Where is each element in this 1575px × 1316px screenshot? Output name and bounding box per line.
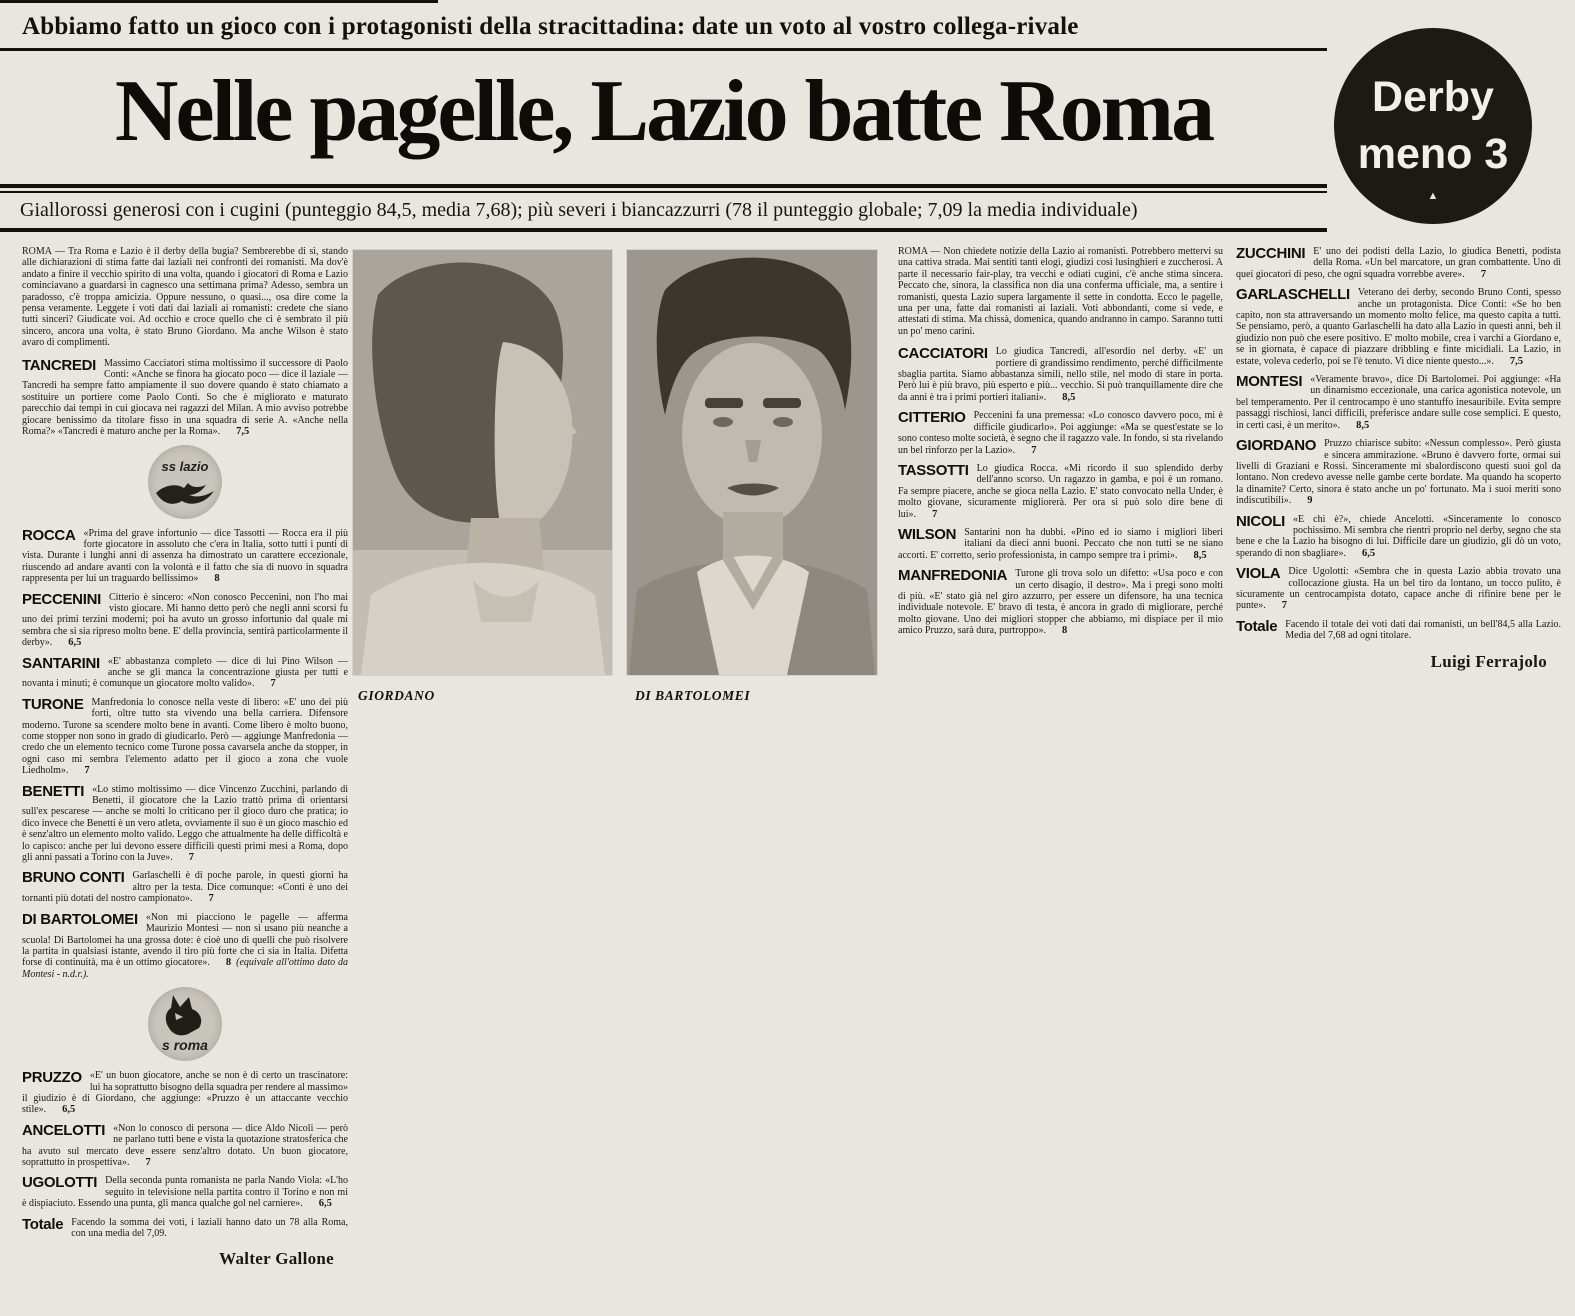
- player-rating: 7: [208, 893, 214, 905]
- player-section: [22, 358, 348, 438]
- roma-badge-label: s roma: [162, 1037, 208, 1054]
- player-name: NICOLI: [1236, 512, 1286, 530]
- player-rating: 6,5: [1361, 547, 1376, 559]
- player-comment: Lo giudica Rocca. «Mi ricordo il suo splendido derby dell'anno scorso. Un ragazzo in gamba, e poi è un romano. Fa sempre piacere, anche se gioca nella Lazio. E' stato convocato nella Under, è molto giovane, sicuramente migliorerà. Per ora si può solo dire bene di lui».: [898, 462, 1223, 520]
- player-section: [1236, 438, 1561, 506]
- player-comment: Peccenini fa una premessa: «Lo conosco davvero poco, mi è difficile giudicarlo». Poi aggiunge: «Ma se quest'estate se lo sono conteso molte società, è segno che il ragazzo vale. In fondo, si sta rivelando un bel rinforzo per la Lazio».: [898, 410, 1223, 456]
- player-rating: 7: [84, 765, 90, 777]
- player-comment: Pruzzo chiarisce subito: «Nessun complesso». Però giusta e sincera ammirazione. «Bruno è davvero forte, ormai sui livelli di Graziani e Rossi. Sinceramente mi sbalordiscono questi suoi gol da lontano. Non credevo avesse nelle gambe certe bordate. Ma quando ha scoperto la dinamite? Certo, sinora è stato anche un po' fortunato. Ma i suoi meriti sono indiscutibili».: [1236, 438, 1561, 507]
- player-name: CACCIATORI: [898, 345, 988, 363]
- totale-label: Totale: [1236, 617, 1278, 635]
- player-name: PECCENINI: [22, 590, 101, 608]
- player-name: MANFREDONIA: [898, 567, 1008, 585]
- player-section: [22, 1175, 348, 1209]
- giordano-caption: GIORDANO: [358, 688, 435, 703]
- player-rating: 6,5: [68, 637, 82, 649]
- player-name: VIOLA: [1236, 565, 1281, 583]
- player-comment: E' uno dei podisti della Lazio, lo giudica Benetti, podista della Roma. «Un bel marcatore, un gran combattente. Uno di quei giocatori di peso, che ogni squadra vorrebbe avere».: [1236, 246, 1561, 280]
- player-rating: 8,5: [1356, 419, 1370, 431]
- player-name: CITTERIO: [898, 409, 966, 427]
- player-name: BENETTI: [22, 782, 85, 800]
- player-name: PRUZZO: [22, 1069, 82, 1087]
- player-section: [898, 568, 1223, 636]
- player-comment: «E' un buon giocatore, anche se non è di certo un trascinatore: lui ha soprattutto bisogno della squadra per rendere al massimo» il giudizio è di Giordano, che aggiunge: «Pruzzo è un attaccante vecchio stile».: [22, 1070, 348, 1116]
- player-rating: 7: [1480, 268, 1487, 280]
- lazio-badge-label: ss lazio: [161, 458, 209, 474]
- player-section: [898, 346, 1223, 403]
- player-rating: 7: [145, 1156, 151, 1168]
- caret-icon: ▲: [1427, 190, 1439, 202]
- wolf-icon: [161, 993, 209, 1037]
- player-name: GIORDANO: [1236, 437, 1317, 455]
- player-name: ZUCCHINI: [1236, 245, 1306, 262]
- player-rating: 8,5: [1062, 391, 1076, 403]
- player-comment: Dice Ugolotti: «Sembra che in questa Lazio abbia trovato una collocazione giusta. Ha un bel tiro da lontano, un tocco pulito, è sicuramente un centrocampista dotato, capace anche di rifinire bene per le punte».: [1236, 566, 1561, 612]
- column-roma-votes-1: [898, 246, 1223, 644]
- derby-badge-line2: meno 3: [1357, 130, 1509, 178]
- player-name: MONTESI: [1236, 373, 1303, 391]
- player-section: [22, 656, 348, 690]
- player-section: [1236, 287, 1561, 367]
- player-rating: 9: [1307, 495, 1313, 507]
- subhead: Giallorossi generosi con i cugini (punteggio 84,5, media 7,68); più severi i biancazzurri (78 il punteggio globale; 7,09 la media individuale): [20, 199, 1138, 221]
- player-comment: Citterio è sincero: «Non conosco Peccenini, non l'ho mai visto giocare. Mi hanno detto però che negli anni scorsi fu uno dei primi terzini moderni; poi ha avuto un grosso infortunio dal quale mi sembra che si sia ripreso molto bene. E' della provincia, sentirà particolarmente il derby».: [22, 591, 348, 649]
- player-section: [22, 1070, 348, 1116]
- player-section: [1236, 514, 1561, 560]
- derby-badge-line1: Derby: [1372, 73, 1494, 121]
- player-comment: Massimo Cacciatori stima moltissimo il successore di Paolo Conti: «Anche se finora ha giocato poco — dice il laziale — Tancredi ha sempre fatto ampiamente il suo dovere quando è stato chiamato a sostituire un portiere come Paolo Conti. So che è migliorato e maturato parecchio dai tempi in cui giocava nei ragazzi del Milan. A mio avviso potrebbe giocare benissimo da titolare fisso in una squadra di serie A. «Anche nella Roma?» «Tancredi è maturo anche per la Roma».: [22, 357, 348, 438]
- photo-block: [352, 250, 889, 720]
- player-comment: «Non mi piacciono le pagelle — afferma Maurizio Montesi — non si usano più neanche a scuola! Di Bartolomei ha una grossa dote: è cioè uno di quelli che può risolvere la partita in qualsiasi istante, avendo il tiro più forte che ci sia in Italia. Difetta forse di continuità, ma è un ottimo giocatore».: [22, 911, 348, 969]
- di-bartolomei-caption: DI BARTOLOMEI: [635, 688, 751, 703]
- player-comment: «Lo stimo moltissimo — dice Vincenzo Zucchini, parlando di Benetti, il giocatore che la Lazio trattò prima di orientarsi sull'ex pescarese — anche se molti lo criticano per il gioco duro che pratica; io dico invece che Benetti è un vero atleta, ovviamente il suo è un gioco maschio ed è senz'altro un elemento molto valido. Leggo che attualmente ha delle difficoltà e lo capisco: anche per lui devono essere difficili questi primi mesi a Roma, dopo gli anni passati a Torino con la Juve».: [22, 783, 348, 864]
- player-rating: 7,5: [1509, 355, 1524, 367]
- column-roma-votes-2: [1236, 246, 1561, 672]
- player-rating: 7,5: [236, 426, 250, 438]
- column-lazio-votes: [22, 246, 348, 1269]
- player-rating: 8: [1062, 625, 1068, 637]
- player-rating: 8: [225, 957, 232, 969]
- player-rating: 7: [932, 508, 938, 520]
- totale-section: [22, 1217, 348, 1240]
- player-comment: Della seconda punta romanista ne parla Nando Viola: «L'ho seguito in televisione nella partita contro il Torino e non mi è dispiaciuto. Essendo una punta, gli manca qualche gol nel carniere».: [22, 1175, 348, 1210]
- player-rating: 7: [270, 678, 276, 690]
- player-name: DI BARTOLOMEI: [22, 910, 138, 928]
- player-section: [22, 592, 348, 649]
- derby-countdown-badge: [1334, 28, 1532, 224]
- player-rating: 6,5: [318, 1198, 332, 1210]
- player-name: TASSOTTI: [898, 461, 969, 479]
- player-section: [1236, 246, 1561, 280]
- player-section: [22, 912, 348, 980]
- player-comment: Santarini non ha dubbi. «Pino ed io siamo i migliori liberi italiani da dieci anni buoni. Peccato che non tutti se ne siano accorti. E' corretto, serio professionista, in campo sempre tra i primi».: [898, 526, 1223, 561]
- player-name: ROCCA: [22, 526, 76, 544]
- totale-label: Totale: [22, 1215, 64, 1233]
- di-bartolomei-photo: [627, 250, 877, 675]
- kicker: Abbiamo fatto un gioco con i protagonisti della stracittadina: date un voto al vostro collega-rivale: [22, 13, 1079, 40]
- giordano-photo: [353, 250, 612, 675]
- player-name: WILSON: [898, 525, 957, 543]
- player-name: ANCELOTTI: [22, 1121, 106, 1139]
- player-section: [1236, 566, 1561, 612]
- player-rating: 7: [188, 852, 195, 864]
- player-comment: «Veramente bravo», dice Di Bartolomei. Poi aggiunge: «Ha un dinamismo eccezionale, una carica agonistica notevole, un bel temperamento. Per il centrocampo è uno stantuffo inesauribile. Evita sempre passaggi rischiosi, lanci difficili, preferisce andare sulle cose semplici. E questo, in certi casi, è un merito».: [1236, 374, 1561, 431]
- player-rating: 7: [1031, 444, 1037, 456]
- as-roma-badge: [148, 987, 222, 1061]
- player-comment: Lo giudica Tancredi, all'esordio nel derby. «E' un portiere di grandissimo rendimento, perché difficilmente sbaglia partita. Siamo abbastanza simili, nello stile, nel modo di stare in porta. Però lui è più bravo, più esperto e più... vecchio. Si può tranquillamente dire che da anni è tra i primi portieri italiani».: [898, 346, 1223, 403]
- totale-section: [1236, 619, 1561, 642]
- author-signature: Luigi Ferrajolo: [1430, 651, 1547, 671]
- totale-text: Facendo il totale dei voti dati dai romanisti, un bell'84,5 alla Lazio. Media del 7,68 ad ogni titolare.: [1285, 618, 1561, 642]
- player-name: SANTARINI: [22, 654, 100, 672]
- player-name: GARLASCHELLI: [1236, 286, 1350, 304]
- player-comment: «E chi è?», chiede Ancelotti. «Sinceramente lo conosco pochissimo. Mi sembra che rientri proprio nel derby, segno che sta bene e che la Lazio ha bisogno di lui. Difficile dare un giudizio, gli dò un voto, sperando di non sbagliare».: [1236, 513, 1561, 559]
- player-comment: «Non lo conosco di persona — dice Aldo Nicoli — però ne parlano tutti bene e vista la quotazione stratosferica che ha avuto sul mercato deve essere senz'altro dotato. Un buon giocatore, soprattutto in prospettiva».: [22, 1122, 348, 1168]
- subhead-rule: [0, 228, 1327, 232]
- player-rating: 7: [1281, 600, 1287, 612]
- intro-paragraph: ROMA — Tra Roma e Lazio è il derby della bugia? Sembrerebbe di sì, stando alle dichiarazioni di stima fatte dai laziali nei confronti dei romanisti. Ma dov'è andato a finire il vecchio spirito di una volta, quando i giocatori di Roma e Lazio cominciavano a guardarsi in cagnesco una settimana prima? Adesso, sembra un paradosso, c'è troppa amicizia. Oppure nessuno, o quasi..., osa dire come la pensa veramente. Leggete i voti dati dai laziali ai romanisti: credete che siano tutti sinceri? Giudicate voi. Ad occhio e croce quello che ci è sembrato il più sincero, ancora una volta, è stato Bruno Giordano. Ma anche Wilson è stato avaro di complimenti.: [22, 246, 348, 349]
- player-section: [22, 784, 348, 864]
- player-rating: 8: [214, 573, 220, 585]
- kicker-rule: [0, 48, 1327, 51]
- player-section: [22, 870, 348, 904]
- player-name: TURONE: [22, 695, 84, 713]
- headline: Nelle pagelle, Lazio batte Roma: [114, 63, 1213, 160]
- player-comment: «Prima del grave infortunio — dice Tassotti — Rocca era il più forte giocatore in assoluto che c'era in Italia, sotto tutti i punti di vista. Durante i lunghi anni di assenza ha dimostrato un carattere eccezionale, riuscendo ad andare avanti con la volontà e il fatto che sia di nuovo in squadra rappresenta per lui un traguardo bellissimo»: [22, 527, 348, 585]
- player-comment: Manfredonia lo conosce nella veste di libero: «E' uno dei più forti, oltre tutto sta vivendo una bella carriera. Difensore moderno. Turone sa scendere molto bene in avanti. Come libero è molto buono, come stopper non sono in grado di giudicarlo. Però — aggiunge Manfredonia — credo che un elemento tecnico come Turone possa cavarsela anche da stopper, in ogni caso mi sembra l'elemento adatto per il gioco a zona che vuole Liedholm».: [22, 696, 348, 777]
- player-section: [22, 1123, 348, 1169]
- player-section: [898, 410, 1223, 456]
- player-comment: Turone gli trova solo un difetto: «Usa poco e con un certo disagio, il destro». Ma i pregi sono molti di più. «E' stato già nel giro azzurro, per essere un difensore, ha una tecnica individuale notevole. E' bravo di testa, è ancora in grado di migliorare, perché molto giovane. Uno dei migliori stopper che abbiamo, mi dispiace per il mio amico Pruzzo, sarà dura, purtroppo».: [898, 568, 1223, 637]
- player-section: [22, 528, 348, 585]
- editor-note: (equivale all'ottimo dato da Montesi - n.d.r.).: [22, 957, 349, 980]
- player-name: BRUNO CONTI: [22, 869, 125, 887]
- player-name: TANCREDI: [22, 356, 96, 374]
- author-signature: Walter Gallone: [219, 1249, 334, 1269]
- player-section: [22, 697, 348, 777]
- ss-lazio-badge: [148, 445, 222, 519]
- frontal-portrait-icon: [627, 250, 877, 675]
- player-section: [898, 527, 1223, 561]
- player-section: [1236, 374, 1561, 431]
- player-section: [898, 463, 1223, 520]
- top-edge-rule: [0, 0, 438, 3]
- intro-paragraph: ROMA — Non chiedete notizie della Lazio ai romanisti. Potrebbero mettervi su una cattiva strada. Mai sentiti tanti elogi, giudizi così lusinghieri e zuccherosi. A parte il necessario fair-play, tra vecchi e odiati cugini, c'è anche stima sincera. Peccato che, sinora, la classifica non dia una conferma ufficiale, ma, a sentire i romanisti, questa Lazio supera largamente il sette in condotta. Ecco le pagelle, una per una, fatte dai romanisti ai laziali. Voti abbondanti, come si vede, e attestati di stima. Ma chissà, domenica, quando andranno in campo. Saranno tutti un po' meno carini.: [898, 246, 1223, 337]
- eagle-icon: [154, 479, 216, 509]
- profile-portrait-icon: [353, 250, 612, 675]
- player-rating: 8,5: [1193, 549, 1207, 561]
- player-rating: 6,5: [62, 1104, 76, 1116]
- headline-rule: [0, 184, 1327, 193]
- totale-text: Facendo la somma dei voti, i laziali hanno dato un 78 alla Roma, con una media del 7,09.: [71, 1216, 348, 1239]
- player-comment: Garlaschelli è di poche parole, in questi giorni ha altro per la testa. Dice comunque: «Conti è uno dei tornanti più dotati del nostro campionato».: [22, 870, 348, 905]
- player-name: UGOLOTTI: [22, 1174, 98, 1192]
- player-comment: Veterano dei derby, secondo Bruno Conti, spesso anche un protagonista. Dice Conti: «Se ho ben capito, non sta attraversando un momento molto felice, ma questo capita a tutti. Se pensiamo, però, a quanto Garlaschelli ha dato alla Lazio in questi anni, beh il giudizio non può che esere positivo. E' molto mobile, crea i varchi a Giordano e, se in giornata, è capace di piazzare dribbling e finte micidiali. La Lazio, in estate, voleva cederlo, poi se l'è tenuto. Vi dice niente questo...».: [1236, 287, 1561, 367]
- player-comment: «E' abbastanza completo — dice di lui Pino Wilson — anche se gli manca la concentrazione giusta per tutti e novanta i minuti; è comunque un giocatore molto valido».: [22, 655, 348, 690]
